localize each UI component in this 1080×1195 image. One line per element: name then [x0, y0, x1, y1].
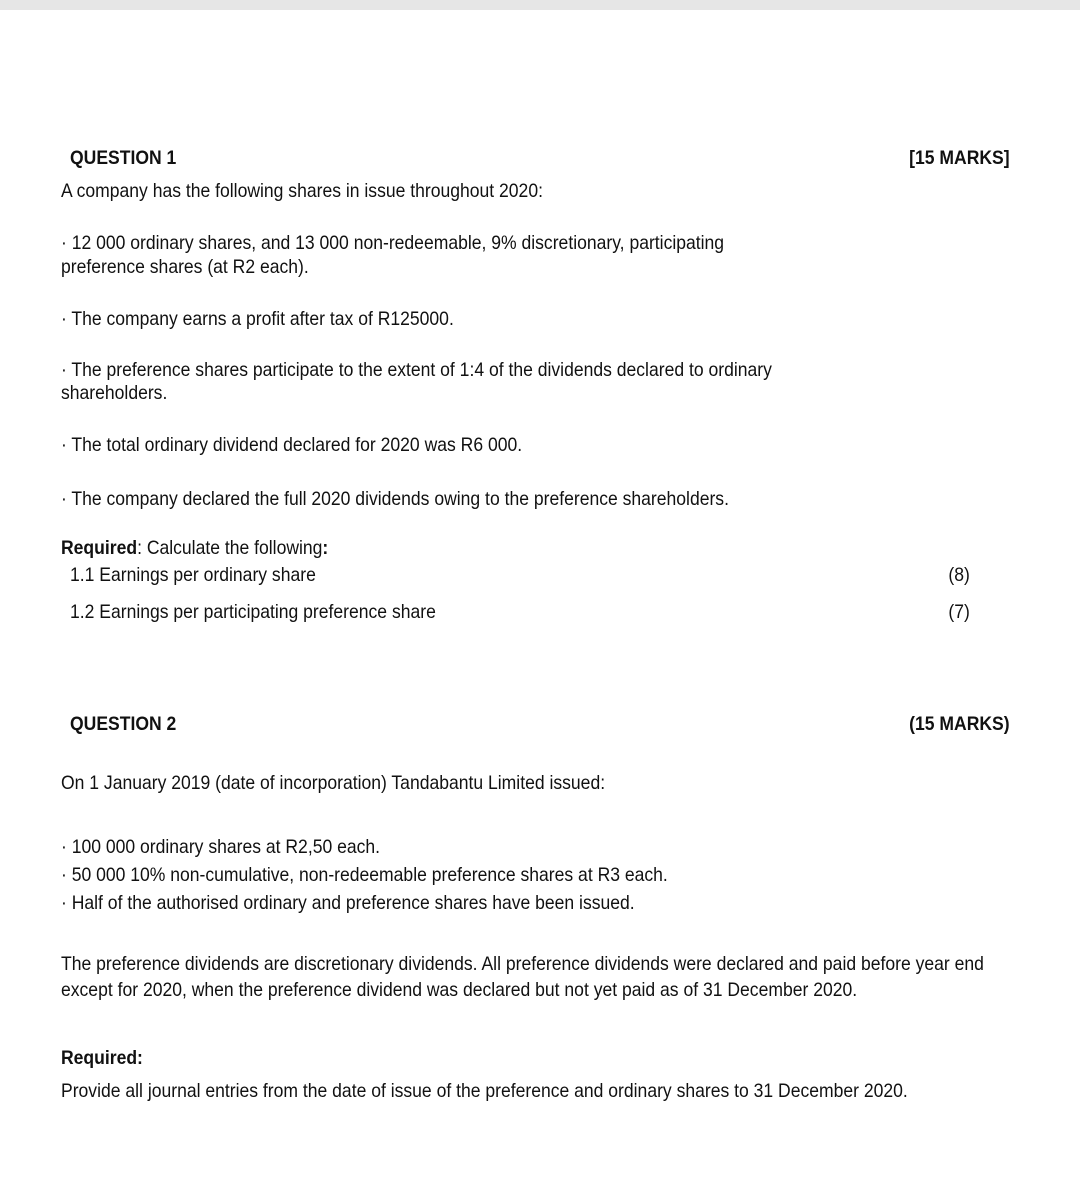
q1-bullet1-line1: · 12 000 ordinary shares, and 13 000 non-redeemable, 9% discretionary, participating [61, 232, 725, 254]
q1-bullet3-line2: shareholders. [61, 382, 168, 404]
q1-marks: [15 MARKS] [909, 147, 1010, 169]
q2-bullet2: · 50 000 10% non-cumulative, non-redeemable preference shares at R3 each. [61, 864, 668, 886]
q1-required-colon: : [322, 537, 329, 559]
q1-item-2-marks: (7) [948, 601, 970, 623]
q1-bullet2: · The company earns a profit after tax of R125000. [61, 308, 454, 330]
q2-para-line1: The preference dividends are discretionary dividends. All preference dividends were declared and paid before year end [61, 953, 984, 975]
q1-intro: A company has the following shares in issue throughout 2020: [61, 180, 543, 202]
q1-item-1-label: 1.1 Earnings per ordinary share [70, 564, 316, 586]
q2-bullet3: · Half of the authorised ordinary and preference shares have been issued. [61, 892, 635, 914]
q1-required-label: Required [61, 537, 138, 559]
q1-bullet3-line1: · The preference shares participate to the extent of 1:4 of the dividends declared to ordinary [61, 359, 772, 381]
q1-bullet1-line2: preference shares (at R2 each). [61, 256, 309, 278]
q1-bullet4: · The total ordinary dividend declared for 2020 was R6 000. [61, 434, 523, 456]
q2-required-label: Required: [61, 1047, 143, 1069]
q2-marks: (15 MARKS) [909, 713, 1010, 735]
q1-bullet5: · The company declared the full 2020 dividends owing to the preference shareholders. [61, 488, 729, 510]
q2-intro: On 1 January 2019 (date of incorporation) Tandabantu Limited issued: [61, 772, 606, 794]
q2-bullet1: · 100 000 ordinary shares at R2,50 each. [61, 836, 381, 858]
q2-heading: QUESTION 2 [70, 713, 177, 735]
q1-required [61, 537, 328, 560]
top-bar [0, 0, 1080, 10]
q1-heading: QUESTION 1 [70, 147, 177, 169]
q1-required-text: : Calculate the following [137, 537, 323, 559]
q2-required-text: Provide all journal entries from the date of issue of the preference and ordinary shares to 31 December 2020. [61, 1080, 908, 1102]
q1-item-2-label: 1.2 Earnings per participating preference share [70, 601, 436, 623]
q2-para-line2: except for 2020, when the preference dividend was declared but not yet paid as of 31 December 2020. [61, 979, 858, 1001]
q1-item-1-marks: (8) [948, 564, 970, 586]
